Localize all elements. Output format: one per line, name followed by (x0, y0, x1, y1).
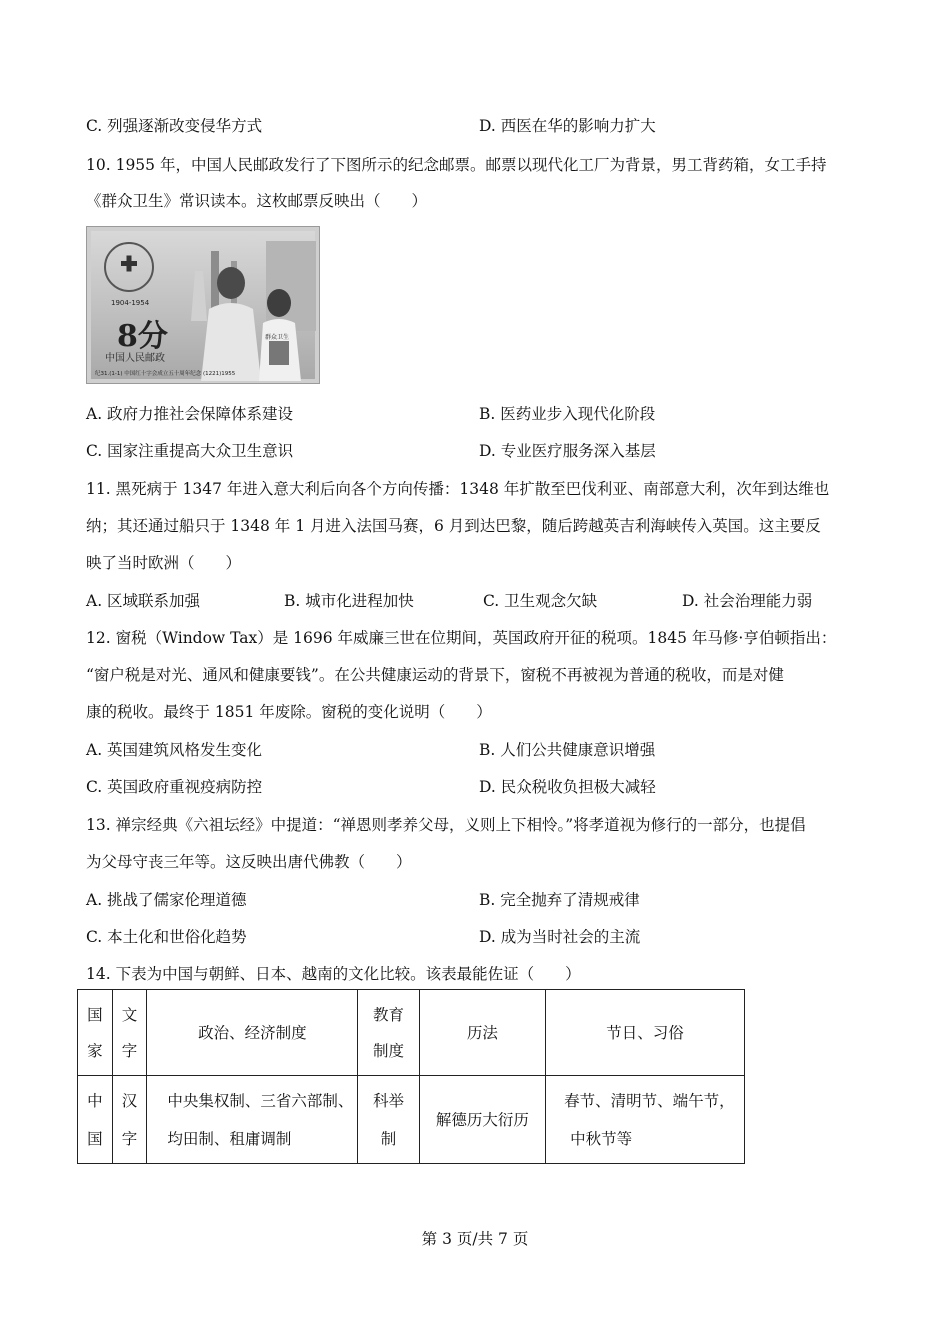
q10-option-d: D. 专业医疗服务深入基层 (479, 442, 656, 460)
table-header-cell: 教育制度 (358, 990, 419, 1076)
stamp-issuer: 中国人民邮政 (105, 353, 165, 364)
q12-stem-line3: 康的税收。最终于 1851 年废除。窗税的变化说明（ ） (86, 703, 492, 721)
q12-option-a: A. 英国建筑风格发生变化 (86, 741, 263, 759)
q13-stem-line2: 为父母守丧三年等。这反映出唐代佛教（ ） (86, 853, 412, 871)
table-header-row (78, 990, 745, 1076)
q9-option-d: D. 西医在华的影响力扩大 (479, 117, 656, 135)
stamp-image (86, 226, 320, 384)
festival-line1: 春节、清明节、端午节， (564, 1091, 735, 1110)
system-line2: 均田制、租庸调制 (167, 1129, 292, 1148)
q11-stem-line2: 纳；其还通过船只于 1348 年 1 月进入法国马赛，6 月到达巴黎，随后跨越英吉利海峡传入英国。这主要反 (86, 517, 821, 535)
q11-stem-line1: 11. 黑死病于 1347 年进入意大利后向各个方向传播：1348 年扩散至巴伐利亚、南部意大利，次年到达维也 (86, 480, 830, 498)
q13-option-c: C. 本土化和世俗化趋势 (86, 928, 247, 946)
q13-option-b: B. 完全抛弃了清规戒律 (479, 891, 640, 909)
education-line1: 科举 (373, 1091, 405, 1110)
q10-option-c: C. 国家注重提高大众卫生意识 (86, 442, 294, 460)
q13-option-d: D. 成为当时社会的主流 (479, 928, 641, 946)
q11-option-a: A. 区域联系加强 (86, 592, 201, 610)
q11-stem-line3: 映了当时欧洲（ ） (86, 554, 242, 572)
q10-stem-line2: 《群众卫生》常识读本。这枚邮票反映出（ ） (86, 192, 428, 210)
q9-option-c: C. 列强逐渐改变侵华方式 (86, 117, 263, 135)
q11-option-c: C. 卫生观念欠缺 (483, 592, 598, 610)
red-cross-icon (127, 256, 132, 272)
q13-stem-line1: 13. 禅宗经典《六祖坛经》中提道：“禅恩则孝养父母，义则上下相怜。”将孝道视为修行的一部分，也提倡 (86, 816, 806, 834)
table-header-cell: 历法 (419, 990, 545, 1076)
system-line1: 中央集权制、三省六部制、 (167, 1091, 354, 1110)
q12-stem-line1: 12. 窗税（Window Tax）是 1696 年威廉三世在位期间，英国政府开征的税项。1845 年马修·亨伯顿指出： (86, 629, 837, 647)
q12-option-d: D. 民众税收负担极大减轻 (479, 778, 656, 796)
stamp-value: 8分 (117, 319, 168, 354)
page-footer: 第 3 页/共 7 页 (421, 1230, 529, 1248)
table-cell-festival (546, 1076, 745, 1164)
q12-option-c: C. 英国政府重视疫病防控 (86, 778, 263, 796)
stamp-years: 1904-1954 (111, 299, 150, 307)
book-label: 群众卫生 (265, 334, 290, 341)
education-line2: 制 (380, 1129, 397, 1148)
stamp-caption: 纪31.(1-1) 中国红十字会成立五十周年纪念 (1221)1955 (95, 371, 236, 377)
table-cell-system (147, 1076, 358, 1164)
comparison-table (77, 989, 745, 1164)
q10-option-a: A. 政府力推社会保障体系建设 (86, 405, 294, 423)
q13-option-a: A. 挑战了儒家伦理道德 (86, 891, 247, 909)
q10-stem-line1: 10. 1955 年，中国人民邮政发行了下图所示的纪念邮票。邮票以现代化工厂为背景，男工背药箱，女工手持 (86, 156, 827, 174)
table-header-cell: 政治、经济制度 (147, 990, 358, 1076)
festival-line2: 中秋节等 (570, 1129, 633, 1148)
q10-option-b: B. 医药业步入现代化阶段 (479, 405, 656, 423)
table-header-cell: 国家 (78, 990, 113, 1076)
table-cell-script: 汉字 (112, 1076, 147, 1164)
table-header-cell: 节日、习俗 (546, 990, 745, 1076)
table-cell-education (358, 1076, 419, 1164)
table-header-cell: 文字 (112, 990, 147, 1076)
q12-stem-line2: “窗户税是对光、通风和健康要钱”。在公共健康运动的背景下，窗税不再被视为普通的税收，而是对健 (86, 666, 784, 684)
table-cell-calendar: 解德历大衍历 (419, 1076, 545, 1164)
table-row (78, 1076, 745, 1164)
q11-option-d: D. 社会治理能力弱 (682, 592, 813, 610)
table-cell-country: 中国 (78, 1076, 113, 1164)
q12-option-b: B. 人们公共健康意识增强 (479, 741, 656, 759)
q11-option-b: B. 城市化进程加快 (284, 592, 414, 610)
q14-stem-line1: 14. 下表为中国与朝鲜、日本、越南的文化比较。该表最能佐证（ ） (86, 965, 581, 983)
